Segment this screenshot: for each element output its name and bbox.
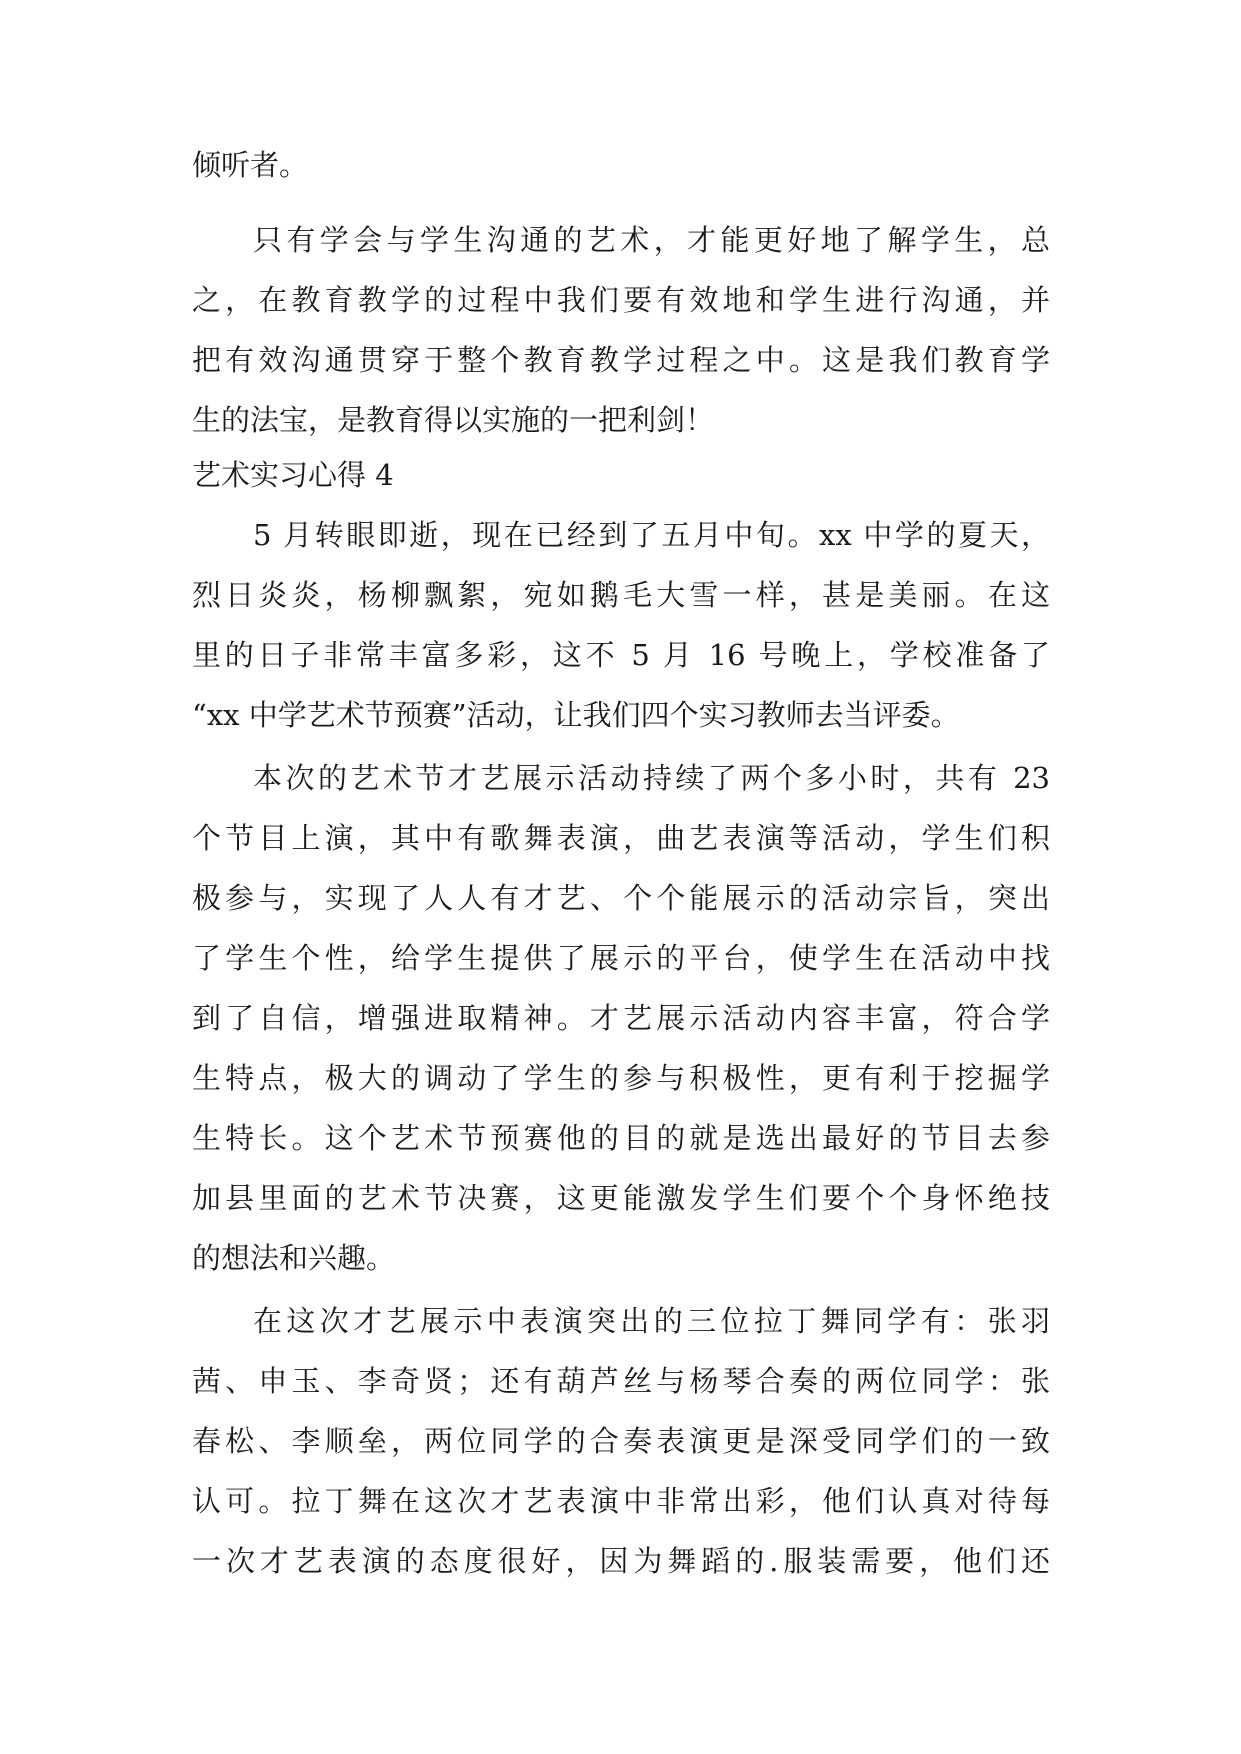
paragraph-line: 认可。拉丁舞在这次才艺表演中非常出彩，他们认真对待每 [192, 1484, 1050, 1518]
paragraph-line: 生的法宝，是教育得以实施的一把利剑！ [192, 403, 715, 437]
paragraph-line: 倾听者。 [192, 148, 309, 182]
paragraph-line: 加县里面的艺术节决赛，这更能激发学生们要个个身怀绝技 [192, 1181, 1050, 1215]
paragraph-line: “xx 中学艺术节预赛”活动，让我们四个实习教师去当评委。 [192, 698, 960, 732]
paragraph-line: 里的日子非常丰富多彩，这不 5 月 16 号晚上，学校准备了 [192, 638, 1050, 672]
paragraph-line: 之，在教育教学的过程中我们要有效地和学生进行沟通，并 [192, 283, 1050, 317]
paragraph-line: 一次才艺表演的态度很好，因为舞蹈的.服装需要，他们还 [192, 1544, 1050, 1578]
paragraph-line: 茜、申玉、李奇贤；还有葫芦丝与杨琴合奏的两位同学：张 [192, 1364, 1050, 1398]
paragraph-line: 个节目上演，其中有歌舞表演，曲艺表演等活动，学生们积 [192, 821, 1050, 855]
paragraph-line: 在这次才艺展示中表演突出的三位拉丁舞同学有：张羽 [253, 1304, 1050, 1338]
paragraph-line: 本次的艺术节才艺展示活动持续了两个多小时，共有 23 [253, 761, 1050, 795]
paragraph-line: 极参与，实现了人人有才艺、个个能展示的活动宗旨，突出 [192, 881, 1050, 915]
paragraph-line: 生特点，极大的调动了学生的参与积极性，更有利于挖掘学 [192, 1061, 1050, 1095]
paragraph-line: 的想法和兴趣。 [192, 1241, 396, 1275]
paragraph-line: 烈日炎炎，杨柳飘絮，宛如鹅毛大雪一样，甚是美丽。在这 [192, 578, 1050, 612]
section-heading: 艺术实习心得 4 [192, 458, 394, 492]
paragraph-line: 把有效沟通贯穿于整个教育教学过程之中。这是我们教育学 [192, 343, 1050, 377]
paragraph-line: 了学生个性，给学生提供了展示的平台，使学生在活动中找 [192, 941, 1050, 975]
paragraph-line: 5 月转眼即逝，现在已经到了五月中旬。xx 中学的夏天， [253, 518, 1050, 552]
paragraph-line: 生特长。这个艺术节预赛他的目的就是选出最好的节目去参 [192, 1121, 1050, 1155]
paragraph-line: 春松、李顺垒，两位同学的合奏表演更是深受同学们的一致 [192, 1424, 1050, 1458]
paragraph-line: 只有学会与学生沟通的艺术，才能更好地了解学生，总 [253, 223, 1050, 257]
paragraph-line: 到了自信，增强进取精神。才艺展示活动内容丰富，符合学 [192, 1001, 1050, 1035]
